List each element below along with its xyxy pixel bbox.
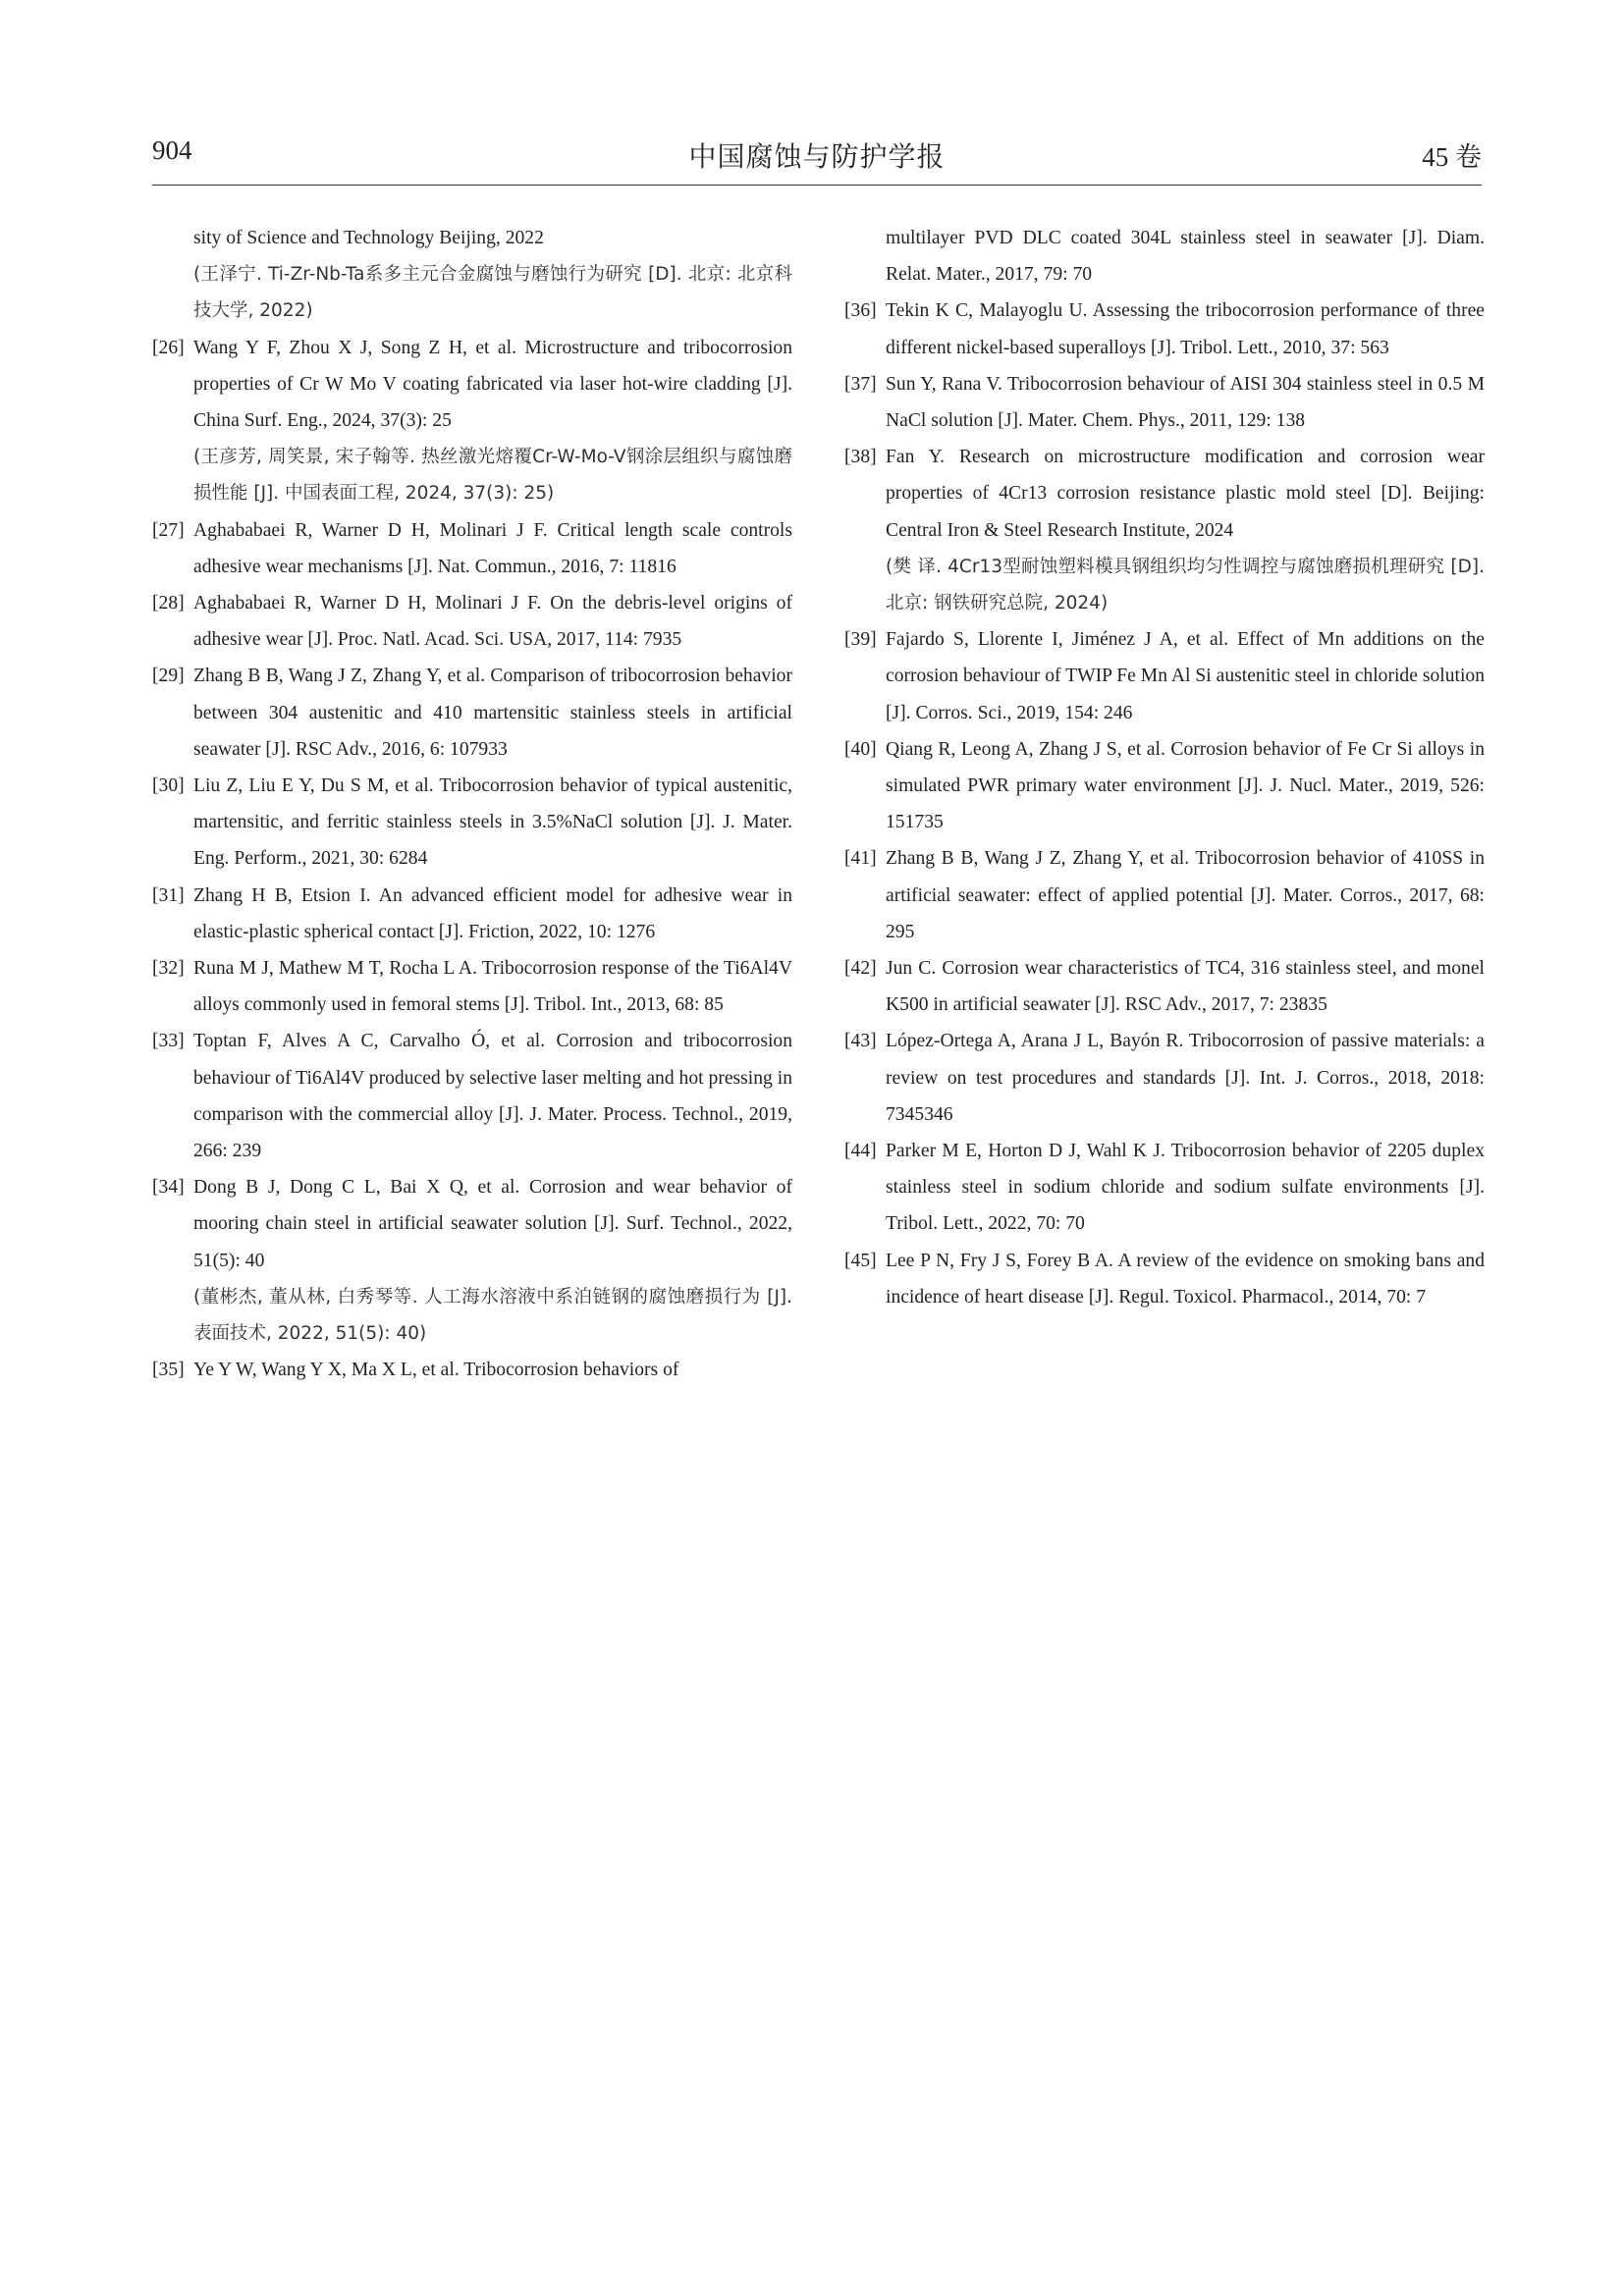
reference-number: [44]	[844, 1141, 877, 1162]
journal-title: 中国腐蚀与防护学报	[688, 142, 946, 173]
left-column	[152, 220, 792, 1389]
reference-number: [39]	[844, 629, 877, 651]
reference-39	[844, 621, 1485, 731]
reference-45	[844, 1243, 1485, 1315]
reference-text: Dong B J, Dong C L, Bai X Q, et al. Corrosion and wear behavior of mooring chain steel in artificial seawater solution [J]. Surf. Technol., 2022, 51(5): 40	[193, 1177, 792, 1271]
continued-reference	[844, 220, 1485, 293]
reference-number: [37]	[844, 373, 877, 395]
reference-32	[152, 950, 792, 1023]
reference-text: Fajardo S, Llorente I, Jiménez J A, et al. Effect of Mn additions on the corrosion behaviour of TWIP Fe Mn Al Si austenitic steel in chloride solution [J]. Corros. Sci., 2019, 154: 246	[886, 629, 1485, 723]
reference-text: Zhang B B, Wang J Z, Zhang Y, et al. Tribocorrosion behavior of 410SS in artificial seawater: effect of applied potential [J]. Mater. Corros., 2017, 68: 295	[886, 848, 1485, 942]
reference-31	[152, 878, 792, 950]
reference-text: Zhang H B, Etsion I. An advanced efficient model for adhesive wear in elastic-plastic spherical contact [J]. Friction, 2022, 10: 1276	[193, 884, 792, 942]
reference-43	[844, 1023, 1485, 1133]
reference-text: Liu Z, Liu E Y, Du S M, et al. Tribocorrosion behavior of typical austenitic, martensitic, and ferritic stainless steels in 3.5%NaCl solution [J]. J. Mater. Eng. Perform., 2021, 30: 6284	[193, 775, 792, 870]
reference-chinese: (董彬杰, 董从林, 白秀琴等. 人工海水溶液中系泊链钢的腐蚀磨损行为 [J]. 表面技术, 2022, 51(5): 40)	[193, 1286, 792, 1345]
reference-37	[844, 366, 1485, 439]
reference-40	[844, 731, 1485, 841]
reference-27	[152, 512, 792, 585]
reference-text: Aghababaei R, Warner D H, Molinari J F. On the debris-level origins of adhesive wear [J]. Proc. Natl. Acad. Sci. USA, 2017, 114: 7935	[193, 593, 792, 651]
reference-number: [35]	[152, 1360, 185, 1381]
right-column	[844, 220, 1485, 1315]
reference-number: [32]	[152, 958, 185, 980]
reference-text: Fan Y. Research on microstructure modification and corrosion wear properties of 4Cr13 corrosion resistance plastic mold steel [D]. Beijing: Central Iron & Steel Research Institute, 2024	[886, 447, 1485, 541]
reference-44	[844, 1133, 1485, 1243]
reference-number: [40]	[844, 738, 877, 760]
reference-number: [31]	[152, 884, 185, 906]
reference-number: [33]	[152, 1031, 185, 1052]
reference-number: [41]	[844, 848, 877, 870]
reference-number: [42]	[844, 958, 877, 980]
reference-text: López-Ortega A, Arana J L, Bayón R. Tribocorrosion of passive materials: a review on test procedures and standards [J]. Int. J. Corros., 2018, 2018: 7345346	[886, 1031, 1485, 1125]
reference-text: Toptan F, Alves A C, Carvalho Ó, et al. Corrosion and tribocorrosion behaviour of Ti6Al4V produced by selective laser melting and hot pressing in comparison with the commercial alloy [J]. J. Mater. Process. Technol., 2019, 266: 239	[193, 1031, 792, 1162]
reference-text: Jun C. Corrosion wear characteristics of TC4, 316 stainless steel, and monel K500 in artificial seawater [J]. RSC Adv., 2017, 7: 23835	[886, 958, 1485, 1016]
reference-chinese: (王彦芳, 周笑景, 宋子翰等. 热丝激光熔覆Cr-W-Mo-V钢涂层组织与腐蚀磨损性能 [J]. 中国表面工程, 2024, 37(3): 25)	[193, 447, 792, 505]
reference-number: [27]	[152, 519, 185, 541]
reference-text: Ye Y W, Wang Y X, Ma X L, et al. Tribocorrosion behaviors of	[193, 1360, 679, 1381]
reference-38	[844, 439, 1485, 621]
reference-text: Qiang R, Leong A, Zhang J S, et al. Corrosion behavior of Fe Cr Si alloys in simulated PWR primary water environment [J]. J. Nucl. Mater., 2019, 526: 151735	[886, 738, 1485, 833]
reference-35	[152, 1352, 792, 1388]
reference-36	[844, 293, 1485, 365]
reference-number: [38]	[844, 447, 877, 468]
continued-reference	[152, 220, 792, 330]
reference-number: [28]	[152, 593, 185, 614]
page-number: 904	[152, 135, 192, 165]
reference-text: Sun Y, Rana V. Tribocorrosion behaviour of AISI 304 stainless steel in 0.5 M NaCl solution [J]. Mater. Chem. Phys., 2011, 129: 138	[886, 373, 1485, 432]
reference-text: Zhang B B, Wang J Z, Zhang Y, et al. Comparison of tribocorrosion behavior between 304 austenitic and 410 martensitic stainless steels in artificial seawater [J]. RSC Adv., 2016, 6: 107933	[193, 666, 792, 760]
reference-42	[844, 950, 1485, 1023]
reference-26	[152, 330, 792, 512]
reference-34	[152, 1169, 792, 1352]
reference-text: Runa M J, Mathew M T, Rocha L A. Tribocorrosion response of the Ti6Al4V alloys commonly used in femoral stems [J]. Tribol. Int., 2013, 68: 85	[193, 958, 792, 1016]
reference-30	[152, 768, 792, 878]
reference-28	[152, 585, 792, 658]
reference-29	[152, 658, 792, 768]
reference-41	[844, 840, 1485, 950]
volume-label: 45 卷	[1422, 142, 1482, 172]
reference-text: multilayer PVD DLC coated 304L stainless steel in seawater [J]. Diam. Relat. Mater., 2017, 79: 70	[886, 228, 1485, 286]
reference-text: sity of Science and Technology Beijing, 2022	[193, 228, 544, 248]
reference-chinese: (樊 译. 4Cr13型耐蚀塑料模具钢组织均匀性调控与腐蚀磨损机理研究 [D]. 北京: 钢铁研究总院, 2024)	[886, 556, 1485, 614]
reference-number: [26]	[152, 337, 185, 358]
reference-number: [36]	[844, 300, 877, 322]
reference-text: Parker M E, Horton D J, Wahl K J. Tribocorrosion behavior of 2205 duplex stainless steel in sodium chloride and sodium sulfate environments [J]. Tribol. Lett., 2022, 70: 70	[886, 1141, 1485, 1235]
page-header	[152, 135, 1482, 186]
reference-number: [43]	[844, 1031, 877, 1052]
reference-number: [29]	[152, 666, 185, 687]
reference-number: [30]	[152, 775, 185, 797]
reference-number: [34]	[152, 1177, 185, 1199]
reference-text: Aghababaei R, Warner D H, Molinari J F. Critical length scale controls adhesive wear mechanisms [J]. Nat. Commun., 2016, 7: 11816	[193, 519, 792, 577]
reference-text: Wang Y F, Zhou X J, Song Z H, et al. Microstructure and tribocorrosion properties of Cr W Mo V coating fabricated via laser hot-wire cladding [J]. China Surf. Eng., 2024, 37(3): 25	[193, 337, 792, 432]
reference-text: Lee P N, Fry J S, Forey B A. A review of the evidence on smoking bans and incidence of heart disease [J]. Regul. Toxicol. Pharmacol., 2014, 70: 7	[886, 1250, 1485, 1308]
reference-number: [45]	[844, 1250, 877, 1271]
reference-33	[152, 1023, 792, 1169]
reference-chinese: (王泽宁. Ti-Zr-Nb-Ta系多主元合金腐蚀与磨蚀行为研究 [D]. 北京: 北京科技大学, 2022)	[193, 264, 792, 322]
reference-text: Tekin K C, Malayoglu U. Assessing the tribocorrosion performance of three different nickel-based superalloys [J]. Tribol. Lett., 2010, 37: 563	[886, 300, 1485, 358]
